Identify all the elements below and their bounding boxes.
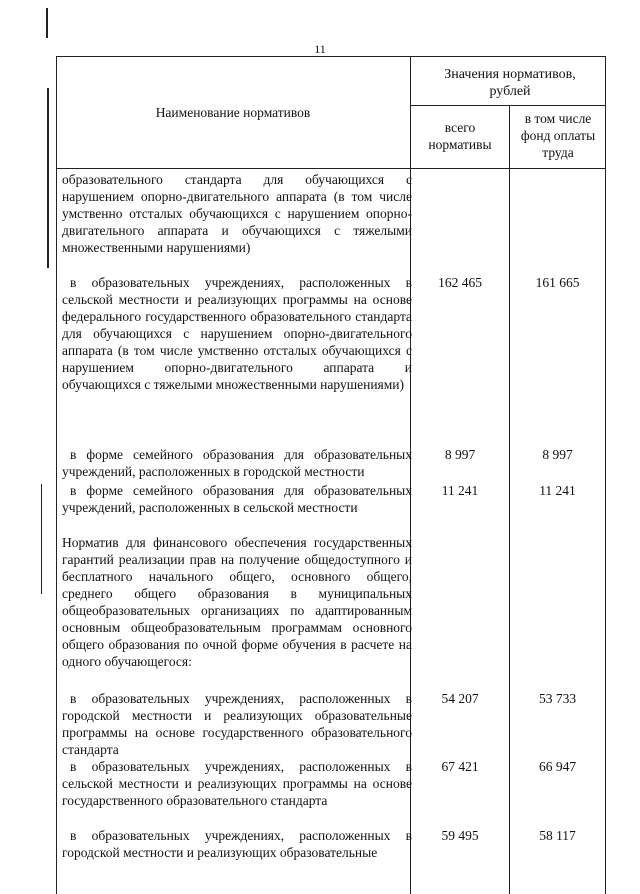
row-value-wage: 53 733	[538, 691, 577, 706]
row-value-total: 59 495	[441, 828, 479, 843]
row-value-total: 11 241	[441, 483, 479, 498]
header-name-column: Наименование нормативов	[155, 105, 311, 120]
row-value-wage: 161 665	[535, 275, 580, 290]
body-border-left	[56, 169, 57, 894]
row-value-total: 162 465	[438, 275, 482, 290]
row-text: в образовательных учреждениях, расположенных в городской местности и реализующих образовательные	[62, 828, 412, 860]
page-number: 11	[314, 42, 326, 56]
header-total-column: всего нормативы	[428, 120, 492, 152]
row-text: образовательного стандарта для обучающихся с нарушением опорно-двигательного аппарата (в том числе умственно отсталых обучающихся с нарушением опорно-двигательного аппарата и обучающихся с тяжелыми множественными нарушениями)	[62, 172, 412, 255]
row-text: в образовательных учреждениях, расположенных в сельской местности и реализующих программы на основе федерального государственного образовательного стандарта для обучающихся с нарушением опорно-двигательного аппарата (в том числе умственно отсталых обучающихся с нарушением опорно-двигательного аппарата и обучающихся с тяжелыми множественными нарушениями)	[62, 275, 412, 392]
header-divider-subcols	[509, 105, 510, 169]
row-value-wage: 8 997	[542, 447, 573, 462]
header-wage-column: в том числе фонд оплаты труда	[520, 111, 596, 160]
row-value-total: 67 421	[441, 759, 479, 774]
header-divider-group	[410, 105, 606, 106]
header-values-group: Значения нормативов, рублей	[444, 67, 576, 99]
row-text: в форме семейного образования для образовательных учреждений, расположенных в городской местности	[62, 447, 412, 479]
scan-mark-middle	[47, 88, 49, 268]
row-text: Норматив для финансового обеспечения государственных гарантий реализации прав на получение общедоступного и бесплатного начального общего, основного общего, среднего общего образования в муниципальных общеобразовательных организациях по адаптированным основным общеобразовательным программам основного общего образования по очной форме обучения в расчете на одного обучающегося:	[62, 535, 412, 669]
scan-mark-lower	[41, 484, 42, 594]
header-divider-name	[410, 56, 411, 169]
row-value-total: 8 997	[444, 447, 476, 462]
scan-mark-top	[46, 8, 48, 38]
row-value-wage: 66 947	[538, 759, 577, 774]
row-text: в форме семейного образования для образовательных учреждений, расположенных в сельской местности	[62, 483, 412, 515]
row-text: в образовательных учреждениях, расположенных в сельской местности и реализующих программы на основе государственного образовательного стандарта	[62, 759, 412, 808]
row-text: в образовательных учреждениях, расположенных в городской местности и реализующих образовательные программы на основе государственного образовательного стандарта	[62, 691, 412, 757]
row-value-wage: 58 117	[539, 828, 576, 843]
row-value-wage: 11 241	[539, 483, 576, 498]
row-value-total: 54 207	[441, 691, 479, 706]
